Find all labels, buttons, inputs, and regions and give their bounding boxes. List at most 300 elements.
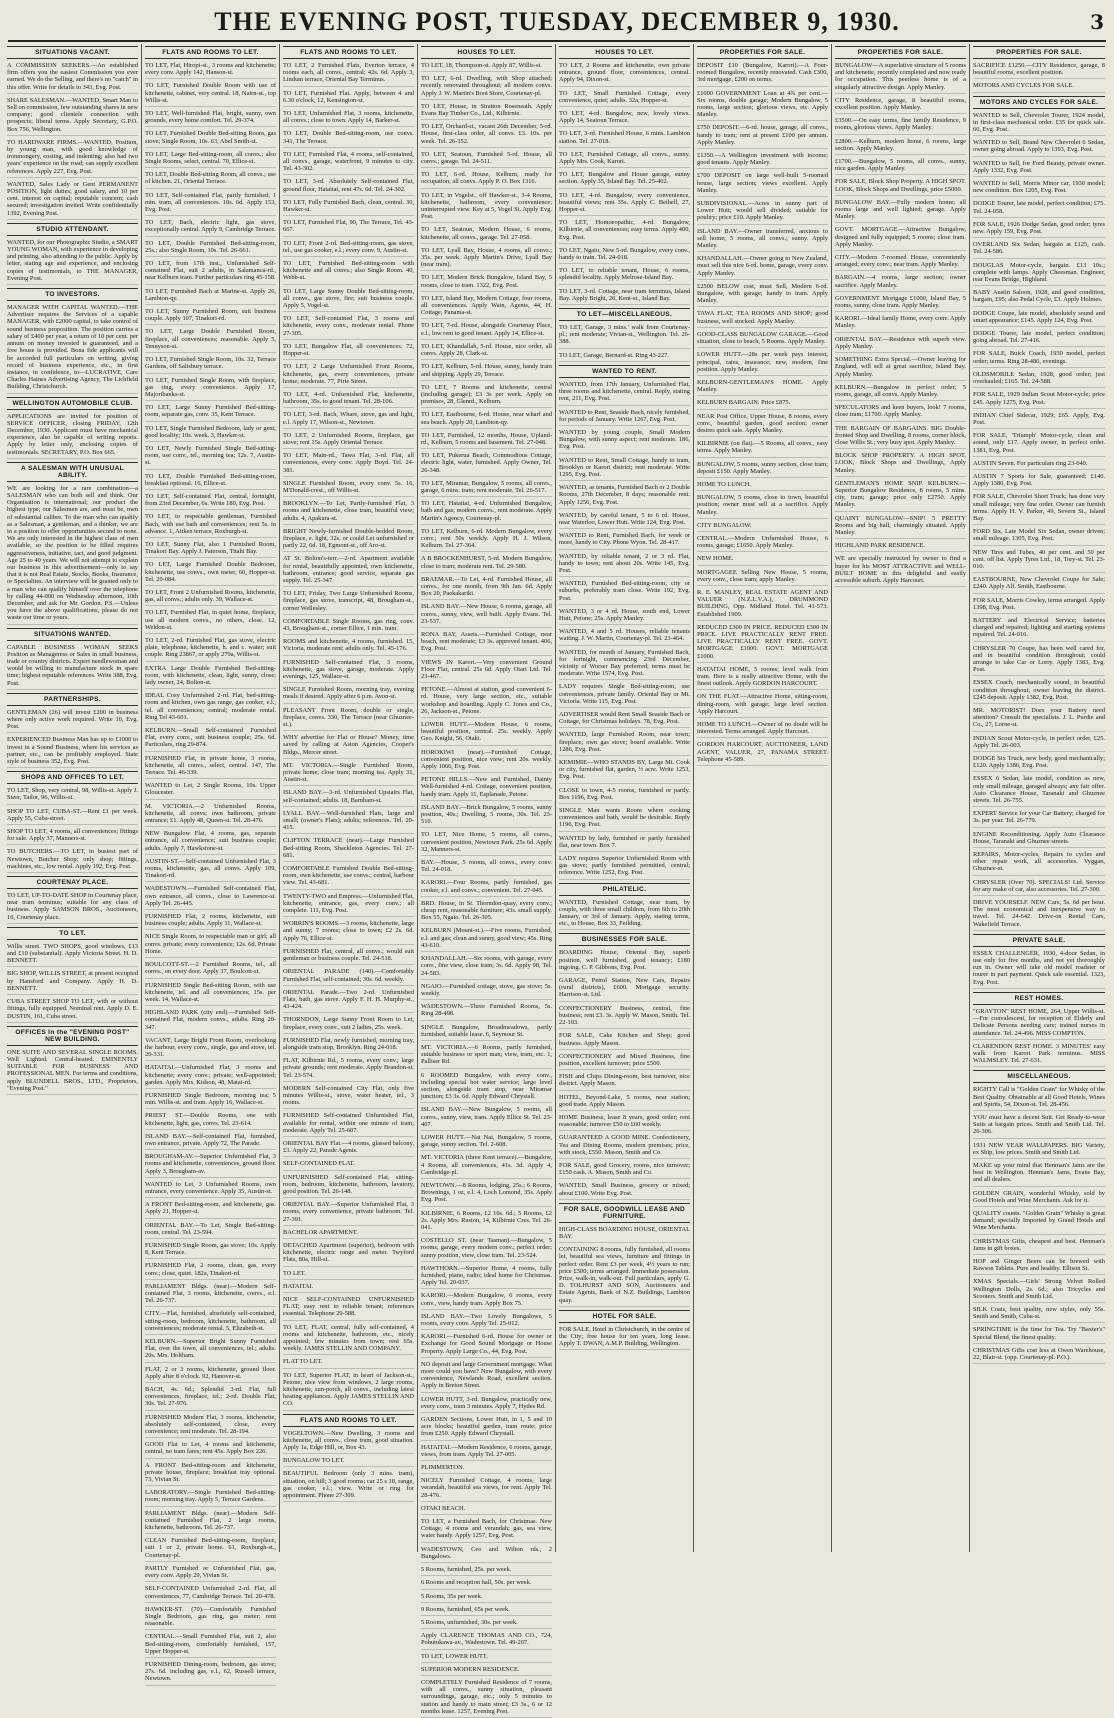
- classified-ad: HATAITAI.—Unfurnished Flat, 3 rooms and kitchenette; every conv.; private; well-appointed; garden. Apply Mrs. Kidson, 48, Matai-rd.: [145, 1064, 276, 1089]
- classified-ad: BUNGALOW, 5 rooms, sunny section, close tram; deposit £150. Apply Manley.: [697, 461, 828, 478]
- classified-ad: TO LET, 4-rd. Bungalow, new, lovely views. Apply 14, Seatoun Terrace.: [559, 110, 690, 127]
- classified-ad: TO LET, Furnished Flat. Apply, between 4 and 6.30 o'clock, 12, Kensington-st.: [283, 90, 414, 107]
- section-heading: TO LET.: [7, 927, 138, 940]
- classified-ad: SUPERIOR MODERN RESIDENCE.: [421, 1666, 552, 1676]
- classified-ad: ISLAND BAY.—Self-contained Flat, furnished, own entrance, private. Apply 72, The Parade.: [145, 1133, 276, 1150]
- classified-ad: FOR SALE, 1929 Indian Scout Motor-cycle; price £45. Apply 1275, Evg. Post.: [973, 391, 1105, 408]
- classified-ad: TO LET, Island Bay, Modern Cottage, four rooms, all conveniences. Apply Wain, Agents, 44, H. Cottage, Panama-st.: [421, 295, 552, 320]
- classified-ad: MT. VICTORIA.—6 Rooms, partly furnished, suitable business or sport man; view, tram, etc. 1, Palliser Rd.: [421, 1044, 552, 1069]
- classified-ad: KILBIRNIE, 6 Rooms, £2 10s. 6d.; 5 Rooms, £2 2s. Apply Mrs. Ruston, 14, Kilbirnie Cres. Tel. 26-041.: [421, 1210, 552, 1235]
- classified-ad: ISLAND BAY.—Owner transferred, anxious to sell home; 5 rooms, all convs.; sunny. Apply Manley.: [697, 228, 828, 253]
- classified-ad: 5 Rooms, 35s per week.: [421, 1593, 552, 1603]
- classified-ad: TO LET, Large Furnished Double Bedroom, kitchenette, use convs., own meter, 60, Hopper-st. Tel. 20-084.: [145, 561, 276, 586]
- classified-ad: CAPABLE BUSINESS WOMAN SEEKS Position as Manageress or Sales in small business, trade or country districts. Expert needlewoman and would be willing to manufacture stock in spare time; highest reputable references. Write 388, Evg. Post.: [7, 644, 138, 690]
- classified-ad: TO LET, Hataitai, 4-rd. Unfurnished Bungalow, bath and gas; modern convs., rent moderate. Apply Martin's Agency, Courtenay-pl.: [421, 500, 552, 525]
- classified-ad: TO LET, House, in Stratton Roseneath. Apply Evans Bay Timber Co., Ltd., Kilbirnie.: [421, 103, 552, 120]
- classified-ad: A FRONT Bed-sitting-room and kitchenette, private house, fireplace; breakfast tray optional. 73, Vivian St.: [145, 1462, 276, 1487]
- classified-ad: HAWTHORN.—Superior Home, 4 rooms, fully furnished, piano, radio; ideal home for Christmas. Apply Tel. 20-037.: [421, 1265, 552, 1290]
- section-heading: PARTNERSHIPS.: [7, 693, 138, 706]
- classified-ad: EXPERIENCED Business Man has up to £1000 to invest in a Sound Business, where his services as partner, etc., can be profitably employed. State style of business 352, Evg. Post.: [7, 736, 138, 768]
- classified-ad: NICE SELF-CONTAINED UNFURNISHED FLAT; easy rent to reliable tenant; references essential. Telephone 29-588.: [283, 1296, 414, 1321]
- classified-ad: TO LET, 2 Large Unfurnished Front Rooms, kitchenette, gas, every conveniences, private home; moderate. 77, Pirie Street.: [283, 363, 414, 388]
- classified-ad: A FRONT Bed-sitting-room, and kitchenette, gas. Apply 21, Hopper-st.: [145, 1201, 276, 1218]
- classified-ad: TO LET, Double Bed-sitting-room, use convs. 341, The Terrace.: [283, 130, 414, 147]
- classified-ad: TO LET, 18, Thompson-st. Apply 87, Willis-st.: [421, 62, 552, 72]
- classified-ad: ORIENTAL BAY.—Residence with superb view. Apply Manley.: [835, 336, 966, 353]
- classified-ad: FOR SALE, good Grocery, rooms, nice turnover; £150 cash. A. Mason, Smith and Co.: [559, 1162, 690, 1179]
- classified-ad: BUNGALOW, 5 rooms, close to town, beautiful position; owner must sell at a sacrifice. Apply Manley.: [697, 494, 828, 519]
- classified-ad: PLIMMERTON.: [421, 1464, 552, 1474]
- classified-ad: REPAIRS, Motor-cycles, Repairs to cycles and other repair work, all accessories. Vyggan, Ghuznee-st.: [973, 851, 1105, 876]
- classified-ad: TO LET, Self-contained Flat, central, fortnight, from 23rd December, 6s. Write 180, Evg. Post.: [145, 493, 276, 510]
- classified-ad: BEAUTIFUL Bedroom (only 3 mins. tram), situation, on hill; 3 good rooms; car 25 s 18, range, gas cooker, e.l.; view. Write or ring for appointment. Phone 27-309.: [283, 1470, 414, 1502]
- classified-ad: TO LET, 2-rd. Furnished Flat, gas stove, electric plate, telephone, kitchenette, h. and c. water; suit couple. Ring 23867, or apply 279a, Willis-st.: [145, 637, 276, 662]
- classified-ad: CHRYSLER (Over 70). SPECIALS! Ltd. Service for any make of car, also accessories. Tel. 27-300.: [973, 879, 1105, 896]
- section-heading: TO INVESTORS.: [7, 288, 138, 301]
- classified-ad: ISLAND BAY.—Two Lovely Bungalows, 5 rooms, every conv. Apply Tel. 25-012.: [421, 1313, 552, 1330]
- classified-ad: WANTED by young couple, Small Modern Bungalow, with sunny aspect; rent moderate. 186, Evg. Post.: [559, 429, 690, 454]
- classified-ad: £1700.—Bungalow, 5 rooms, all convs., sunny, nice garden. Apply Manley.: [835, 158, 966, 175]
- classified-ad: A COMMISSION SEEKERS.—An established firm offers you the easiest Commission you ever earned. We do the Selling, and there's no "catch" in this offer. Write for details to 343, Evg. Post.: [7, 62, 138, 94]
- classified-ad: TO LET, 3-rd. Furnished House, 6 mins. Lambton station. Tel. 27-018.: [559, 130, 690, 147]
- classified-ad: NICE Single Room, to respectable man or girl; all convs. private; every convenience; 12s. 6d. Private Home.: [145, 933, 276, 958]
- section-heading: MOTORS AND CYCLES FOR SALE.: [973, 96, 1105, 109]
- classified-ad: AUSTIN Seven. For particulars ring 23-040.: [973, 460, 1105, 470]
- classified-ad: THE BARGAIN OF BARGAINS. BIG Double-fronted Shop and Dwelling, 8 rooms, corner block, close Willis St.; very busy spot. Apply Manley.: [835, 425, 966, 450]
- classified-ad: EASTBOURNE, New Chevrolet Coupe for Sale; £240. Apply Alf. Smith, Eastbourne.: [973, 576, 1105, 593]
- classified-ad: DODGE Coupe, late model, absolutely sound and smart appearance; £145. Apply 124, Evg. Post.: [973, 310, 1105, 327]
- classified-ad: PETONE.—Almost at station, good convenient 6-rd. House, very large section, etc., suitable workshop and boarding. Apply C. Jones and Co., 26, Jackson-st., Petone.: [421, 686, 552, 718]
- section-heading: SITUATIONS WANTED.: [7, 628, 138, 641]
- classified-ad: AUSTIN-ST.—Self-contained Unfurnished Flat, 3 rooms, kitchenette, gas, all convs. Apply 109, Tinakori-rd.: [145, 858, 276, 883]
- classified-ad: BAY.—House, 5 rooms, all convs., every conv. Tel. 24-018.: [421, 859, 552, 876]
- classified-ad: FURNISHED Modern Flat, 3 rooms, kitchenette, absolutely self-contained, close, every convenience; rent moderate. Tel. 28-194.: [145, 1414, 276, 1439]
- classified-ad: SINGLE Furnished Room, every conv. 5s. 16, M'Donald-crest., off Willis-st.: [283, 480, 414, 497]
- section-heading: HOTEL FOR SALE.: [559, 1310, 690, 1323]
- page-number: 3: [1090, 10, 1104, 34]
- classified-ad: TO LET, Fully Furnished Bach, clean, central. 30, Hawker-st.: [283, 199, 414, 216]
- classified-ad: SINGLE Man wants Room where cooking conveniences and bath, would be desirable. Reply 1196, Evg. Post.: [559, 807, 690, 832]
- section-heading: OFFICES In the "EVENING POST" NEW BUILDING.: [7, 1026, 138, 1046]
- classified-ad: TO LET, Homoeopathic, 4-rd. Bungalow, Kilbirnie, all conveniences; easy terms. Apply 400, Evg. Post.: [559, 219, 690, 244]
- column-3: [280, 44, 418, 1552]
- column-7: [832, 44, 970, 1552]
- classified-ad: KELBURN.—Bungalow in perfect order; 5 rooms, garage, all convs. Apply Manley.: [835, 384, 966, 401]
- classified-ad: TO LET, Garage, 3 mins.' walk from Courtenay-pl.; rent moderate; Vivian-st., Wellington. Tel. 26-388.: [559, 324, 690, 349]
- classified-ad: CONFECTIONERY Business, central, fine business; rent £3. 3s. Apply W. Mason, Smith. Tel. 22-103.: [559, 1005, 690, 1030]
- classified-ad: CLEAN Furnished Bed-sitting-room, fireplace, suit 1 or 2, private home. 61, Roxburgh-st., Courtenay-pl.: [145, 1537, 276, 1562]
- section-heading: FLATS AND ROOMS TO LET.: [283, 1414, 414, 1427]
- classified-ad: TO LET, Furnished Single Room, with fireplace, gas ring, every convenience. Apply 17, Majoribanks-st.: [145, 377, 276, 402]
- classified-ad: FOR SALE, Buick Coach, 1930 model, perfect order; terms. Ring 28-486, evenings.: [973, 350, 1105, 367]
- classified-ad: WANTED, large Furnished Room, near town; fireplace; own gas stove; board available. Write 1286, Evg. Post.: [559, 731, 690, 756]
- classified-ad: WORRIN'S ROOMS.—3 rooms, kitchenette, large and sunny; 7 rooms; close to town; £2 2s. 6d. Apply 76, Ellice-st.: [283, 920, 414, 945]
- classified-ad: WADESTOWN, Ceo and Wilton rds., 2 Bungalows.: [421, 1546, 552, 1563]
- classified-ad: TO LET, 3-rd. Bach, Whare, stove, gas and light, e.l. Apply 17, Wilson-st., Newtown.: [283, 411, 414, 428]
- classified-ad: WANTED, Sales Lady or Gent PERMANENT POSITION, light duties; good salary, and 10 per cent. interest on capital; reputable concern; cash secured; investigation invited. Write confidentially 1392, Evening Post.: [7, 181, 138, 220]
- classified-ad: WANTED by lady, furnished or partly furnished flat, near town. Box 7.: [559, 835, 690, 852]
- classified-ad: AUSTIN 7 Sports for Sale, guaranteed; £140. Apply 1380, Evg. Post.: [973, 473, 1105, 490]
- classified-ad: WANTED to Sell, for Ford Beauty, private owner. Apply 1332, Evg. Post.: [973, 160, 1105, 177]
- classified-ad: TO LET, Eastbourne, 6-rd. House, near wharf and sea beach. Apply 20, Lambton-qy.: [421, 411, 552, 428]
- classified-ad: WANTED to Rent, Small Cottage, handy to tram, Brooklyn or Karori district; rent moderate. Write 1295, Evg. Post.: [559, 457, 690, 482]
- classified-ad: TO LET, 4-rd. Bungalow, every convenience, beautiful views; rent 35s. Apply C. Bethell, 27, Hopper-st.: [559, 192, 690, 217]
- classified-ad: DODGE Tourer, late model, perfect condition; £75. Tel. 24-058.: [973, 200, 1105, 217]
- classified-ad: TO LET, Furnished Bach at Marine-st. Apply 26, Lambton-qy.: [145, 288, 276, 305]
- classified-ad: QUAINT BUNGALOW—SNIP! 5 PRETTY Rooms and big hall, charmingly situated. Apply Manley.: [835, 515, 966, 540]
- classified-ad: FLAT, 2 or 3 rooms, kitchenette, ground floor. Apply after 8 o'clock. 92, Hanover-st.: [145, 1366, 276, 1383]
- classified-ad: BOULCOTT-ST.—2 Furnished Rooms, tel., all convs., on every door. Apply 37, Boulcott-st.: [145, 961, 276, 978]
- classified-ad: DETACHED Apartment (superior), bedroom with kitchenette, electric range and meter. Twyford Flats, 80a, Hill-st.: [283, 1242, 414, 1267]
- classified-ad: TO LET, Lyall Bay, House, 4 rooms, all convs.; 35s. per week. Apply Martin's Drive, Lyall Bay (near tram).: [421, 247, 552, 272]
- classified-ad: WANTED, by reliable tenant, 2 or 3 rd. Flat, handy to town; rent about 20s. Write 145, Evg. Post.: [559, 553, 690, 578]
- classified-ad: HIGH-CLASS BOARDING HOUSE, ORIENTAL BAY.: [559, 1226, 690, 1243]
- classified-ad: WANTED, 3 or 4 rd. House, south end, Lower Hutt, Petone; 25s. Apply Manley.: [559, 608, 690, 625]
- classified-ad: CONFECTIONERY and Mixed Business, fine position, excellent turnover; price £500.: [559, 1053, 690, 1070]
- classified-ad: TO LET, Seatoun, Furnished 5-rd. House, all convs.; garage. Tel. 24-511.: [421, 151, 552, 168]
- classified-ad: COMFORTABLE Furnished Double Bed-sitting-room, own kitchenette, use convs.; central, harbour view. Tel. 43-681.: [283, 865, 414, 890]
- column-5: [556, 44, 694, 1552]
- section-heading: STUDIO ATTENDANT.: [7, 223, 138, 236]
- classified-ad: SOMETHING Extra Special.—Owner leaving for England, will sell at great sacrifice; Island Bay. Apply Manley.: [835, 356, 966, 381]
- classified-ad: SUBDIVISIONAL.—Acres in sunny part of Lower Hutt; would sell divided; suitable for poultry; price £10. Apply Manley.: [697, 200, 828, 225]
- classified-ad: BRD. House, in St. Thorndon-quay, every conv.; cheap rent, reasonable furniture; 43s. small supply. Box 55, Ngaio. Tel. 26-305.: [421, 900, 552, 925]
- classified-ad: GUARANTEED A GOOD MINE. Confectionery, Tea and Dining Rooms, modern premises; price, with stock, £550. Mason, Smith and Co.: [559, 1134, 690, 1159]
- classified-ad: GARDEN Sections, Lower Hutt, in 1, 5 and 10 acre blocks; beautiful garden, tram route; price from £250. Apply Edward Chrystall.: [421, 1416, 552, 1441]
- classified-ad: CENTRAL.—Modern Unfurnished House, 6 rooms, garage; £1650. Apply Manley.: [697, 535, 828, 552]
- classified-ad: 1931 NEW YEAR WALLPAPERS. BIG Variety, ex Ship, low prices. Smith and Smith Ltd.: [973, 1142, 1105, 1159]
- classified-ad: TO LET, from 17th inst., Unfurnished Self-contained Flat, suit 2 adults, in Salamanca-rd., near Kelburn tram. Further particulars ring 45-158.: [145, 260, 276, 285]
- classified-ad: ORIENTAL BAY.—Superior Unfurnished Flat, 3 rooms, every convenience, private bathroom. Tel. 27-391.: [283, 1201, 414, 1226]
- classified-ad: WANTED, for month of January, Furnished Bach, for fortnight, commencing 23rd December, vicinity of Worser Bay preferred; terms must be moderate. Write 1574, Evg. Post.: [559, 649, 690, 681]
- section-heading: SHOPS AND OFFICES TO LET.: [7, 771, 138, 784]
- classified-ad: BABY Austin Saloon, 1928, and good condition, bargain, £95; also Pedal Cycle, £3. Apply Holmes.: [973, 289, 1105, 306]
- classified-ad: FURNISHED Flat, 2 rooms, kitchenette, suit business couple; adults. Apply 11, Wallace-st.: [145, 913, 276, 930]
- classified-ad: ESSEX CHALLENGER, 1930, 4-door Sedan, in use only for five months, and not yet thoroughly run in. Owner will take old model roadster or tourer in part payment. Quick sale essential. 1323, Evg. Post.: [973, 950, 1105, 989]
- classified-ad: TO LET, Miramar, Bungalow, 5 rooms, all convs., garage, 6 mins. tram; rent moderate. Tel. 26-517.: [421, 480, 552, 497]
- classified-ad: A B BROCKENHURST, 5-rd. Modern Bungalow, close to tram; moderate rent. Tel. 29-580.: [421, 555, 552, 572]
- classified-ad: WANTED, as tenants, Furnished Bach or 2 Double Rooms, 27th December, 8 days; reasonable rent. Apply 1256, Evg. Post.: [559, 484, 690, 509]
- classified-ad: DEPOSIT £10 (Bungalow, Karori).—A Four-roomed Bungalow, recently renovated. Cash £300, 3rd mortgage, £200 on terms.: [697, 62, 828, 87]
- classified-ad: ISLAND BAY.—New Bungalow, 5 rooms, all convs., sunny, view, tram. Apply Ellice St. Tel. 23-407.: [421, 1106, 552, 1131]
- classified-ad: FLAT TO LET.: [283, 1358, 414, 1368]
- classified-ad: GORDON HARCOURT, AUCTIONEER, LAND AGENT, VALUER, 27, PANAMA STREET. Telephone 45-589.: [697, 741, 828, 766]
- classified-ad: FURNISHED Single Bed-sitting Room, with use kitchenette, tel. and all conveniences; 15s. per week. 14, Wallace-st.: [145, 982, 276, 1007]
- classified-ad: TO LET, Large Bed-sitting-room, all convs.; also Single Rooms, select, central. 70, Ellice-st.: [145, 151, 276, 168]
- classified-ad: KARORI.—Furnished 6-rd. House for owner or Exchange for Good Sound Mortgage or House Property. Apply Large Co., 44, Evg. Post.: [421, 1333, 552, 1358]
- classified-ad: ESSEX 6 Sedan, late model, condition as new, only small mileage, garaged always; any fair offer. Auto Clearance House, Taranaki and Ghuznee streets. Tel. 26-755.: [973, 775, 1105, 807]
- classified-ad: REDUCED £300 IN PRICE. REDUCED £300 IN PRICE. LIVE PRACTICALLY RENT FREE. LIVE PRACTICALLY RENT FREE. GOVT. MORTGAGE £1000. GOVT. MORTGAGE £1000.: [697, 624, 828, 663]
- classified-ad: CLOSE to town, 4-5 rooms, furnished or partly. Box 1196, Evg. Post.: [559, 787, 690, 804]
- classified-ad: MT. VICTORIA (three Kent terrace).—Bungalow, 4 Rooms, all conveniences, 41s. 3d. Apply 4, Cambridge-pl.: [421, 1154, 552, 1179]
- classified-ad: £3500.—On easy terms, fine family Residence, 9 rooms, glorious views. Apply Manley.: [835, 117, 966, 134]
- classified-ad: KEMIMIE—WHO STANDS BY, Large Mt. Cook or city, furnished flat, garden, ½ acre. Write 1253, Evg. Post.: [559, 759, 690, 784]
- classified-ad: WANTED to Let, 2 Single Rooms, 10s. Upper Gloucester.: [145, 782, 276, 799]
- classified-ad: TO LET, Furnished Single Room, 10s. 32, Terrace Gardens, off Salisbury terrace.: [145, 356, 276, 373]
- classified-ad: TO LET, Unfurnished Flat, 3 rooms, kitchenette, all convs.; close to town. Apply 14, Barker-st.: [283, 110, 414, 127]
- classified-ad: FURNISHED Flat, newly furnished, morning tray, alongside tram stop, Brooklyn. Ring 24-018.: [283, 1037, 414, 1054]
- classified-ad: TO LET, 6-rd. Dwelling, with Shop attached; recently renovated throughout; all modern convs. Apply J. W. Martin's Boot Store, Courtenay-pl.: [421, 75, 552, 100]
- classified-ad: OVERLAND Six Sedan, bargain at £125, cash. Tel. 24-586.: [973, 241, 1105, 258]
- classified-ad: YOU must have a decent Suit. Get Ready-to-wear Suits at bargain prices. Smith and Smith Ltd. Tel. 26-306.: [973, 1114, 1105, 1139]
- classified-ad: CONTAINING 8 rooms, fully furnished, all rooms let, beautiful sea views, furniture and fittings in perfect order. Rent £3 per week, 4½ years to run; price £500; terms arranged. Immediate possession. Price, walk-in, walk-out. Full particulars, apply G. D. TOLHURST AND SON, Auctioneers and Estate Agents, Bank of N.Z. Buildings, Lambton quay.: [559, 1246, 690, 1307]
- column-6: [694, 44, 832, 1552]
- classified-ad: NEW Bungalow Flat, 4 rooms, gas, separate entrance, all convenience; suit business couple; adults. Apply 7, Hawkstone-st.: [145, 830, 276, 855]
- classified-ad: CHRISTMAS Gifts, cheapest and best. Henman's Jams in gift boxes.: [973, 1238, 1105, 1255]
- column-2: [142, 44, 280, 1683]
- classified-ad: TO LET, to respectable gentleman, Furnished Bach, with use bath and conveniences; rent 5s. in advance. 1, Aitken terrace, Roxburgh-st.: [145, 513, 276, 538]
- classified-ad: GENTLEMAN'S HOME SNIP. KELBURN.—Superior Bungalow Residence, 8 rooms, 5 mins. city, tram; garage; price only £2750. Apply Manley.: [835, 480, 966, 512]
- classified-ad: KARORI.—Modern Bungalow, 6 rooms, every conv., view, handy tram. Apply Box 75.: [421, 1292, 552, 1309]
- section-heading: FLATS AND ROOMS TO LET.: [145, 46, 276, 59]
- section-heading: REST HOMES.: [973, 992, 1105, 1005]
- classified-ad: XMAS Specials.—Girls' Strong Velvet Rolled Wellington Dolls, 2s. 6d.; also Tricycles and Scooters. Smith and Smith Ltd.: [973, 1278, 1105, 1303]
- classified-ad: ORIENTAL BAY Flat.—4 rooms, glassed balcony, £3. Apply 22, Parade Agents.: [283, 1140, 414, 1157]
- classified-ad: MANAGER WITH CAPITAL WANTED.—THE Advertiser requires the Services of a capable MANAGER, with £2000 capital, to take control of sound business proposition. The position carries a salary of £400 per year, a return of 10 per cent. per annum on money invested is guaranteed, and a free house is provided. Bona fide applicants will be accorded full particulars on writing, giving record of business experience, etc., in first instance, in confidence, to—LUCRATIVE, Care Charles Haines Advertising Agency, The Lichfield Building, Christchurch.: [7, 304, 138, 393]
- classified-ad: ORIENTAL Parade.—Two 2-rd. Unfurnished Flats, bath, gas stove. Apply F. H. H. Murphy-st., 43-424.: [283, 989, 414, 1014]
- classified-ad: TO LET, Well-furnished Flat, bright, sunny, own grounds, every home comfort. Tel. 29-374.: [145, 110, 276, 127]
- section-heading: TO LET—MISCELLANEOUS.: [559, 308, 690, 321]
- classified-ad: HOP and Ginger Beers can be brewed with Rawson Tablets. Pure and healthy. Ellison St.: [973, 1258, 1105, 1275]
- classified-ad: EXPERT Service for your Car Battery; charged for 3s. per year. Tel. 26-779.: [973, 810, 1105, 827]
- classified-ad: 5 Rooms, furnished, 25s. per week.: [421, 1566, 552, 1576]
- classified-ad: TO LET, Sunny Furnished Room, suit business couple. Apply 107, Tinakori-rd.: [145, 308, 276, 325]
- classified-ad: SPRINGTIME is the time for Tea. Try "Baxter's" Special Blend, the finest quality.: [973, 1326, 1105, 1343]
- classified-ad: LOWER HUTT, 3-rd. Bungalow, practically new, every conv., tram 3 minutes. Apply 7, Hydes Rd.: [421, 1396, 552, 1413]
- classified-ad: FOR SALE, Hotel in Christchurch, in the centre of the City; free house for ten years, long lease. Apply T. DWAN, A.M.P. Building, Wellington.: [559, 1326, 690, 1351]
- classified-ad: TO LET, 2 Unfurnished Rooms, fireplace, gas stove; rent 15s. Apply Oriental Terrace.: [283, 432, 414, 449]
- classified-ad: SILK Coats, best quality, new styles, only 55s. Smith and Smith, Cuba-st.: [973, 1306, 1105, 1323]
- classified-ad: COSTELLO ST. (near Tasman).—Bungalow, 5 rooms, garage, every modern conv.; perfect order; sunny position, view, close tram. Tel. 23-524.: [421, 1237, 552, 1262]
- classified-ad: TO LET, Garage, Bernard-st. Ring 43-227.: [559, 352, 690, 362]
- classified-ad: SELF-CONTAINED Unfurnished 2-rd. Flat, all conveniences, 77, Cambridge Terrace. Tel. 20-478.: [145, 1585, 276, 1602]
- classified-ad: NO deposit and large Government mortgage. What more could you have? New Bungalow, with every convenience, Newlands Road, excellent section. Apply in Breton Street.: [421, 1361, 552, 1393]
- classified-ad: TO LET, 4-rd. Unfurnished Flat, kitchenette, bathroom, 35s. to good tenant. Tel. 28-106.: [283, 391, 414, 408]
- classified-ad: TO LET, in Vogelst., off Hawker-st., 3-4 Rooms, kitchenette, bathroom, every convenience; uninterrupted view. Key at 5, Vogel St. Apply Evg. Post.: [421, 192, 552, 224]
- classified-ad: SHARE SALESMAN.—WANTED, Smart Man to Sell on commission, few outstanding shares in new company; good clientele connection with prospects; liberal terms. Apply Secretary, G.P.O. Box 756, Wellington.: [7, 97, 138, 136]
- classified-ad: TO HARDWARE FIRMS.—WANTED, Position, by young man, with good knowledge of ironmongery, costing, and indenting; also had two years' experience on the road; can supply excellent references. Apply 227, Evg. Post.: [7, 139, 138, 178]
- classified-ad: HIGHLAND PARK RESIDENCE.: [835, 542, 966, 552]
- classified-ad: LABORATORY.—Single Furnished Bed-sitting-room; morning tray. Apply 5, Terrace Gardens.: [145, 1489, 276, 1506]
- classified-ad: TO LET, Flat, Hiropi-st., 3 rooms and kitchenette; every conv. Apply 142, Hanson-st.: [145, 62, 276, 79]
- classified-ad: CITY.—Modern 7-roomed House, conveniently arranged; every conv.; near tram. Apply Manley.: [835, 254, 966, 271]
- classified-ad: HIGHLAND PARK (city end).—Furnished Self-contained Flat, modern convs., adults. Ring 20-347.: [145, 1009, 276, 1034]
- classified-ad: FOR SALE, 1926 Dodge Sedan, good order; tyres new. Apply 159, Evg. Post.: [973, 221, 1105, 238]
- classified-ad: FURNISHED Single Bedroom, morning tea; 5 min. Willis-st. and tram. Apply 16, Wallace-st.: [145, 1092, 276, 1109]
- classified-ad: TWENTY-TWO and Empress.—Unfurnished Flat, kitchenette, entrance, gas, every conv.; all complete. 111, Evg. Post.: [283, 893, 414, 918]
- column-8: [970, 44, 1108, 1552]
- classified-ad: 6 Rooms and reception hall, 50s. per week.: [421, 1579, 552, 1589]
- classified-ad: TO LET, Shop, very central, 98, Willis-st. Apply J. Steer, Tailor, 96, Willis-st.: [7, 787, 138, 804]
- classified-ad: QUALITY counts. "Golden Grain" Whisky is great demand; specially Imported by Grand Hotels and Wine Merchants.: [973, 1210, 1105, 1235]
- classified-ad: FOR SALE, 'Triumph' Motor-cycle, clean and sound, only £17. Apply owner, in perfect order. 1381, Evg. Post.: [973, 432, 1105, 457]
- classified-ad: BUNGALOW BAY.—Fully modern home; all rooms large and well lighted; garage. Apply Manley.: [835, 199, 966, 224]
- classified-ad: Apply CLARENCE THOMAS AND CO., 724, Pohutukawa-av., Wadestown. Tel. 49-207.: [421, 1632, 552, 1649]
- classified-ad: SHOP TO LET, 4 rooms, all conveniences; fittings for sale. Apply 37, Manners-st.: [7, 828, 138, 845]
- classified-ad: KARORI.—Ideal family Home, every conv. Apply Manley.: [835, 315, 966, 332]
- classified-ad: TO LET, Friday, Two Large Unfurnished Rooms, fireplace, gas stove, transcript, 48, Brougham-st., corner Wellesley.: [283, 590, 414, 615]
- classified-ad: OLDSMOBILE Sedan, 1928, good order; just overhauled; £165. Tel. 24-588.: [973, 371, 1105, 388]
- classified-ad: FISH and Chips Dining-room, best turnover, nice district. Apply Mason.: [559, 1073, 690, 1090]
- classified-ad: £2500 BELOW cost, must Sell, Modern 6-rd. Bungalow, with garage; handy to tram. Apply Manley.: [697, 283, 828, 308]
- classified-ad: MR. MOTORIST! Does your Battery need attention? Consult the specialists. J. L. Purdie and Co., 27, Lorne-st.: [973, 707, 1105, 732]
- section-heading: BUSINESSES FOR SALE.: [559, 933, 690, 946]
- classified-ad: PRIEST ST.—Double Rooms, one with kitchenette, light, gas, convs. Tel. 23-614.: [145, 1112, 276, 1129]
- classified-ad: TO LET, Single Furnished Bedroom, lady or gent, good locality; 10s. week. 3, Hawker-st.: [145, 425, 276, 442]
- classified-ad: WADESTOWN.—Furnished Self-contained Flat, own entrance, all convs., close to Lawrence-st. Apply Tel. 26-445.: [145, 885, 276, 910]
- classified-ad: MT. VICTORIA.—Single Furnished Room, private home; close tram; morning tea. Apply 31, Austin-st.: [283, 762, 414, 787]
- classified-ad: BACHELOR APARTMENT.: [283, 1229, 414, 1239]
- classified-ad: DRIVE YOURSELF. NEW Cars, 5s. 6d per hour. The most economical and inexpensive way to travel. Tel. 24-642. Drive-on Rental Cars, Wakefield Terrace.: [973, 899, 1105, 931]
- classified-ad: ESSEX Coach, mechanically sound, in beautiful condition throughout; owner leaving the district. £245 deposit. Apply 1382, Evg. Post.: [973, 679, 1105, 704]
- classified-ad: PLEASANT Front Room, double or single, fireplace, convs. 330, The Terrace (near Ghuznee-st.).: [283, 707, 414, 732]
- classified-ad: INDIAN Scout Motor-cycle, in perfect order, £25. Apply Tel. 26-003.: [973, 735, 1105, 752]
- classified-ad: DODGE Six Truck, new body, good mechanically; £120. Apply 1386, Evg. Post.: [973, 755, 1105, 772]
- classified-ad: KELBURN-GENTLEMAN'S HOME. Apply Manley.: [697, 379, 828, 396]
- classified-ad: TO LET, Superior FLAT, in heart of Jackson-st., Petone; nice view from windows, 2 large rooms, kitchenette, sun-porch, all convs., including latest heating appliances. Apply JAMES STELLIN AND CO.: [283, 1372, 414, 1411]
- classified-ad: LYALL BAY.—Well-furnished Flats, large and small; (owner's Flats); adults; references. Tel. 20-415.: [283, 810, 414, 835]
- classified-ad: VIEWS IN Karori.—Very convenient Ground Floor Flat, central. 25s 6d. Apply Otari Ltd. Tel. 23-467.: [421, 659, 552, 684]
- classified-ad: HOME TO LUNCH.—Owner of no doubt will be interested. Terms arranged. Apply Harcourt.: [697, 721, 828, 738]
- classified-ad: TO LET, Furnished Bed-sitting-room with kitchenette and all convs.; also Single Room. 40, Webb-st.: [283, 260, 414, 285]
- classified-ad: GARAGE, Petrol Station, New Cars, Repairs (rural districts), £600. Mortgage security. Harrison-st. Ltd.: [559, 977, 690, 1002]
- classified-ad: DODGE Tourer, late model, perfect condition; going abroad. Tel. 27-416.: [973, 330, 1105, 347]
- columns-container: [4, 44, 1110, 1715]
- classified-ad: CLIFTON TERRACE (near).—Large Furnished Bed-sitting Room, Shackleton Agencies. Tel. 27-681.: [283, 837, 414, 862]
- classified-ad: CHRYSLER 70 Coupe, has been well cared for, and in beautiful condition throughout; could arrange to take Car or Lorry. Apply 1383, Evg. Post.: [973, 645, 1105, 677]
- classified-ad: ON THE FLAT.—Attractive Home, sitting-room, dining-room, with garage; large level section. Apply Harcourt.: [697, 693, 828, 718]
- classified-ad: WANTED to Rent, Seaside Bach, nicely furnished, for periods of January. Write 1267, Evg. Post.: [559, 409, 690, 426]
- classified-ad: CLARENDON REST HOME. 3 MINUTES' easy walk from Karori Park terminus. MISS WALMSLEY. Tel. 27-631.: [973, 1043, 1105, 1068]
- classified-ad: FURNISHED Self-contained Unfurnished Flat, available for rental, within one minute of tram; moderate. Apply Tel. 25-607.: [283, 1112, 414, 1137]
- column-1: [4, 44, 142, 1552]
- classified-ad: FORD Six, Late Model Six Sedan, owner driven; small mileage. 1305, Evg. Post.: [973, 528, 1105, 545]
- classified-ad: £750 DEPOSIT.—6-rd. house, garage, all convs., handy to tram; rent at present £100 per annum. Apply Manley.: [697, 124, 828, 149]
- classified-ad: FURNISHED Flat, in private home, 3 rooms, kitchenette, all convs., select, central. 147, The Terrace. Tel. 46-339.: [145, 755, 276, 780]
- classified-ad: HATAITAI HOME, 5 rooms; level walk from tram. Here is a really attractive Home, with the finest outlook. Apply GORDON HARCOURT.: [697, 666, 828, 691]
- classified-ad: RONA BAY, Assets.—Furnished Cottage, near beach, rent moderate; £3 3s. approved tenant. 406, Evg. Post.: [421, 631, 552, 656]
- classified-ad: VACANT, Large Bright Front Room, overlooking the harbour, every conv., single, gas and stove, tel. 20-331.: [145, 1037, 276, 1062]
- classified-ad: KILBIRNIE (on flat).—5 Rooms, all convs., easy terms. Apply Manley.: [697, 440, 828, 457]
- classified-ad: 5 Rooms, unfurnished, 30s. per week.: [421, 1619, 552, 1629]
- classified-ad: WANTED to Sell, Brand New Chevrolet 6 Sedan, owner going abroad. Apply to 1393, Evg. Post.: [973, 139, 1105, 156]
- classified-ad: BRAEMAR.—To Let, 4-rd. Furnished House, all convs., for one month, from 9th Jan. 6d. Apply Box 20, Paekakariki.: [421, 576, 552, 601]
- section-heading: FOR SALE, GOODWILL LEASE AND FURNITURE.: [559, 1203, 690, 1223]
- classified-ad: TO LET, Kelburn, 5-rd. House, sunny, handy tram and shipping. Apply 29, Terrace.: [421, 363, 552, 380]
- classified-ad: PARTLY Furnished or Unfurnished Flat, gas, every conv. Apply 29, Vivian St.: [145, 1565, 276, 1582]
- classified-ad: WANTED, Small Business, grocery or mixed; about £100. Write Evg. Post.: [559, 1182, 690, 1199]
- classified-ad: PARLIAMENT Bldgs. (near).—Modern Self-contained Furnished Flat, 2 large rooms, kitchenette, bathroom. Tel. 26-737.: [145, 1510, 276, 1535]
- masthead: [8, 4, 1106, 42]
- classified-ad: UNFURNISHED Self-contained Flat, sitting-room, bedroom, kitchenette, bathroom, lavatory, good position. Tel. 26-148.: [283, 1174, 414, 1199]
- classified-ad: BUNGALOW TO LET.: [283, 1457, 414, 1467]
- classified-ad: TO LET, Furnished Double Bed-sitting Room, gas stove; Single Room, 10s. 63, Abel Smith-st.: [145, 130, 276, 147]
- classified-ad: TO LET, Bach, electric light, gas stove, exceptionally central. Apply 9, Cambridge Terrace.: [145, 219, 276, 236]
- classified-ad: TO LET, Khandallah, 5-rd. House, nice order, all convs. Apply 28, Clark-st.: [421, 343, 552, 360]
- classified-ad: GOLDEN GRAIN, wonderful Whisky, sold by Good Hotels and Wine Merchants. Ask for it.: [973, 1190, 1105, 1207]
- classified-ad: WADESTOWN.—Three Furnished Rooms, 5s. Ring 28-498.: [421, 1003, 552, 1020]
- classified-ad: TO LET, Pukerua Beach, Commodious Cottage, electric light, water, furnished. Apply Owner, Tel. 26-348.: [421, 452, 552, 477]
- classified-ad: LADY requires Single Bed-sitting-room, use conveniences, private family. Oriental Bay or Mt. Victoria. Write 115, Evg. Post.: [559, 683, 690, 708]
- classified-ad: NICELY Furnished Cottage, 4 rooms, large verandah, beautiful sea views, for rent. Apply Tel. 28-476.: [421, 1477, 552, 1502]
- classified-ad: TO LET, a Furnished Bach, for Christmas. New Cottage, 4 rooms and verandah; gas, sea view, water handy. Apply 1257, Evg. Post.: [421, 1518, 552, 1543]
- classified-ad: HOROKIWI (near).—Furnished Cottage, convenient position, nice view; rent 20s. weekly. Apply 1066, Evg. Post.: [421, 749, 552, 774]
- classified-ad: KELBURN.—Superior Bright Sunny Furnished Flat, over the town, all conveniences, tel.; adults. 20s. Mrs. Holtham.: [145, 1338, 276, 1363]
- section-heading: FLATS AND ROOMS TO LET.: [283, 46, 414, 59]
- classified-ad: WE are specially instructed by owner to find a buyer for his MOST ATTRACTIVE and WELL-BUILT HOME in this delightful and easily accessible suburb. Apply Harcourt.: [835, 555, 966, 587]
- section-heading: HOUSES TO LET.: [421, 46, 552, 59]
- classified-ad: SINGLE Furnished Room, morning tray, evening meals if desired. Apply after 6 p.m. Avon-st.: [283, 686, 414, 703]
- classified-ad: SELF-CONTAINED FLAT.: [283, 1160, 414, 1170]
- classified-ad: TO LET, Bungalow and House garage, sunny section. Apply 35, Island Bay. Tel. 25-402.: [559, 171, 690, 188]
- classified-ad: £2800.—Kelburn, modern home, 6 rooms, large section. Apply Manley.: [835, 138, 966, 155]
- classified-ad: CITY Residence, garage, 8 beautiful rooms, excellent position. Apply Manley.: [835, 97, 966, 114]
- classified-ad: ADVERTISER would Rent Small Seaside Bach or Cottage, for Christmas holidays. 78, Evg. Post.: [559, 711, 690, 728]
- classified-ad: TO LET, Bungalow Flat, all conveniences. 72, Hopper-st.: [283, 343, 414, 360]
- classified-ad: SHOP TO LET, CUBA-ST.—Rent £1 per week. Apply 55, Cuba-street.: [7, 808, 138, 825]
- classified-ad: TO LET, Seatoun, Modern House, 6 rooms, kitchenette, all convs., garage. Tel. 27-058.: [421, 226, 552, 243]
- classified-ad: ROOMS and kitchenette, 4 rooms, furnished. 15, Victoria, moderate rent; adults only. Tel. 45-176.: [283, 638, 414, 655]
- classified-ad: FOR SALE, Cake Kitchen and Shop; good business. Apply Mason.: [559, 1032, 690, 1049]
- classified-ad: KARORI.—Four Rooms, partly furnished, gas cooker, e.l. and convs.; convenient. Tel. 27-045.: [421, 879, 552, 896]
- classified-ad: TO LET, Self-contained Flat, partly furnished, 1 min. tram, all conveniences. 10s. 6d. Apply 153, Evg. Post.: [145, 192, 276, 217]
- classified-ad: FURNISHED Dining-room, bedroom, gas stove; 27s. 6d. including gas, e.l., 62, Russell terrace, Newtown.: [145, 1661, 276, 1686]
- classified-ad: HOTEL, Beyond-Lake, 5 rooms, near station; good trade. Apply Mason.: [559, 1094, 690, 1111]
- classified-ad: APPLICATIONS are invited for position of SERVICE OFFICER, closing FRIDAY, 12th December, 1930. Applicant must have mechanical experience, also be capable of writing reports. Apply by letter only, enclosing copies of testimonials. SECRETARY, P.O. Box 665.: [7, 413, 138, 459]
- classified-ad: TAWA FLAT, TEA ROOMS AND SHOP; good business, well stocked. Apply Manley.: [697, 310, 828, 327]
- classified-ad: NEW HOME.: [697, 555, 828, 565]
- classified-ad: TO LET, Double Furnished Bed-sitting-room, breakfast optional. 16, Ellice-st.: [145, 473, 276, 490]
- classified-ad: BROUGHAM-AV.—Superior Unfurnished Flat, 3 rooms and kitchenette, conveniences, ground floor. Apply 3, Brougham-av.: [145, 1153, 276, 1178]
- classified-ad: GOOD-CLASS BUNGALOW GARAGE.—Good situation, close to beach, 5 Rooms. Apply Manley.: [697, 331, 828, 348]
- classified-ad: MOTORS AND CYCLES FOR SALE.: [973, 82, 1105, 92]
- classified-ad: OTAKI BEACH.: [421, 1505, 552, 1515]
- classified-ad: WANTED, from 17th January, Unfurnished Flat, three rooms and kitchenette, central. Reply, stating rent, 211, Evg. Post.: [559, 381, 690, 406]
- classified-ad: ISLAND BAY.—3-rd. Unfurnished Upstairs Flat, self-contained; adults. 18, Barnham-st.: [283, 789, 414, 806]
- classified-ad: TO LET, Large Double Furnished Room, fireplace, all conveniences; reasonable. Apply 5, Tennyson-st.: [145, 328, 276, 353]
- classified-ad: BATTERY and Electrical Service; batteries charged and repaired; lighting and starting systems repaired. Tel. 24-016.: [973, 617, 1105, 642]
- classified-ad: TO LET, UP-TO-DATE SHOP in Courtenay place, near tram terminus; suitable for any class of business. Apply SAMSON BROS., Auctioneers, 10, Courtenay place.: [7, 892, 138, 924]
- classified-ad: WANTED, Furnished Cottage, near tram, by couple, with three small children, from 6th to 20th January, or 3rd of January. Apply, stating terms, etc., to House, Box 33, Feilding.: [559, 899, 690, 931]
- classified-ad: "GRAYTON" REST HOME, 264, Upper Willis-st.—For convalescent, for reception of Elderly and Delicate Persons needing care; trained nurses in attendance. Tel. 24-496. MISS COMPTON.: [973, 1008, 1105, 1040]
- classified-ad: BUNGALOW—A superlative structure of 5 rooms and kitchenette, recently completed and now ready for occupation. This peerless home is of a singularly attractive design. Apply Manley.: [835, 62, 966, 94]
- classified-ad: TO LET, Ngaio, New 5-rd. Bungalow, every conv., handy to train. Tel. 24-018.: [559, 247, 690, 264]
- section-heading: PROPERTIES FOR SALE.: [973, 46, 1105, 59]
- classified-ad: £1350.—A Wellington investment with income; good tenants. Apply Manley.: [697, 152, 828, 169]
- classified-ad: HATAITAI.—Modern Residence, 6 rooms, garage, views, from tram. Apply Tel. 27-005.: [421, 1444, 552, 1461]
- classified-ad: IDEAL Cosy Unfurnished 2-rd. Flat, bed-sitting-room and kitchen, own gas range, gas cooker, e.l., tel. all conveniences; central; moderate rental. Ring Tel 43-601.: [145, 692, 276, 724]
- classified-ad: HAWKER-ST. (70).—Comfortably Furnished Single Bedroom, gas ring, gas meter; rent reasonable.: [145, 1606, 276, 1631]
- classified-ad: CHRISTMAS Gifts cost less at Owen Warehouse, 22, Blair-st. (opp. Courtenay-pl. P.O.).: [973, 1347, 1105, 1364]
- classified-ad: CITY BUNGALOW.: [697, 522, 828, 532]
- section-heading: A SALESMAN WITH UNUSUAL ABILITY.: [7, 462, 138, 482]
- classified-ad: WANTED, 4 and 5 rd. Houses, reliable tenants waiting. J. W. Martin, Courtenay-pl. Tel. 23-464.: [559, 628, 690, 645]
- classified-ad: WANTED, by careful tenant, 5 to 6 rd. House, near Waterloo, Lower Hutt. Write 124, Evg. Post.: [559, 512, 690, 529]
- classified-ad: TO LET, Small Furnished Cottage, every convenience, quiet; adults. 32a, Hopper-st.: [559, 90, 690, 107]
- classified-ad: KELBURN BARGAIN. Price £875.: [697, 399, 828, 409]
- classified-ad: TO LET, 3-rd. Absolutely Self-contained Flat, ground floor, Hataitai, rent 47s. 6d. Tel. 24-302.: [283, 178, 414, 195]
- classified-ad: WANTED to Rent, Furnished Bach, for week or more, handy to City. Phone Wyon. Tel. 28-417.: [559, 532, 690, 549]
- classified-ad: TO LET, Large Sunny Double Bed-sitting-room, all convs., gas stove, fire; suit business couple. Apply 5, Vogel-st.: [283, 288, 414, 313]
- classified-ad: VOGELTOWN.—New Dwelling, 3 rooms and kitchenette, all convs., close tram, good situation. Apply 1a, Edge Hill, or, Box 43.: [283, 1430, 414, 1455]
- classified-ad: TO LET, Furnished Flat, 90, The Terrace, Tel. 43-667.: [283, 219, 414, 236]
- classified-ad: R. E. MANLEY, REAL ESTATE AGENT AND VALUER (N.Z.L.V.A.), DRUMMOND BUILDING, Opp. Midland Hotel. Tel. 41-573. Established 1909.: [697, 589, 828, 621]
- classified-ad: FOR SALE, Chevrolet Short Truck; has done very small mileage; very fine order. Owner can furnish terms. Apply H. V. Parker, 49, Severn St., Island Bay.: [973, 493, 1105, 525]
- classified-ad: TO LET, to reliable tenant, House, 6 rooms, splendid locality. Apply Melrose-Island Bay.: [559, 267, 690, 284]
- classified-ad: WANTED, for our Photographic Studio, a SMART YOUNG WOMAN, with experience in developing and printing, also attending to the public. Apply by letter, stating age and experience, and enclosing copies of testimonials, to THE MANAGER, Evening Post.: [7, 239, 138, 285]
- classified-ad: LADY requires Superior Unfurnished Room with gas stove; partly furnished permitted, central; reference. Write 1252, Evg. Post.: [559, 855, 690, 880]
- classified-ad: SPECULATORS and keen buyers, look! 7 rooms, close tram; £1700. Apply Manley.: [835, 404, 966, 421]
